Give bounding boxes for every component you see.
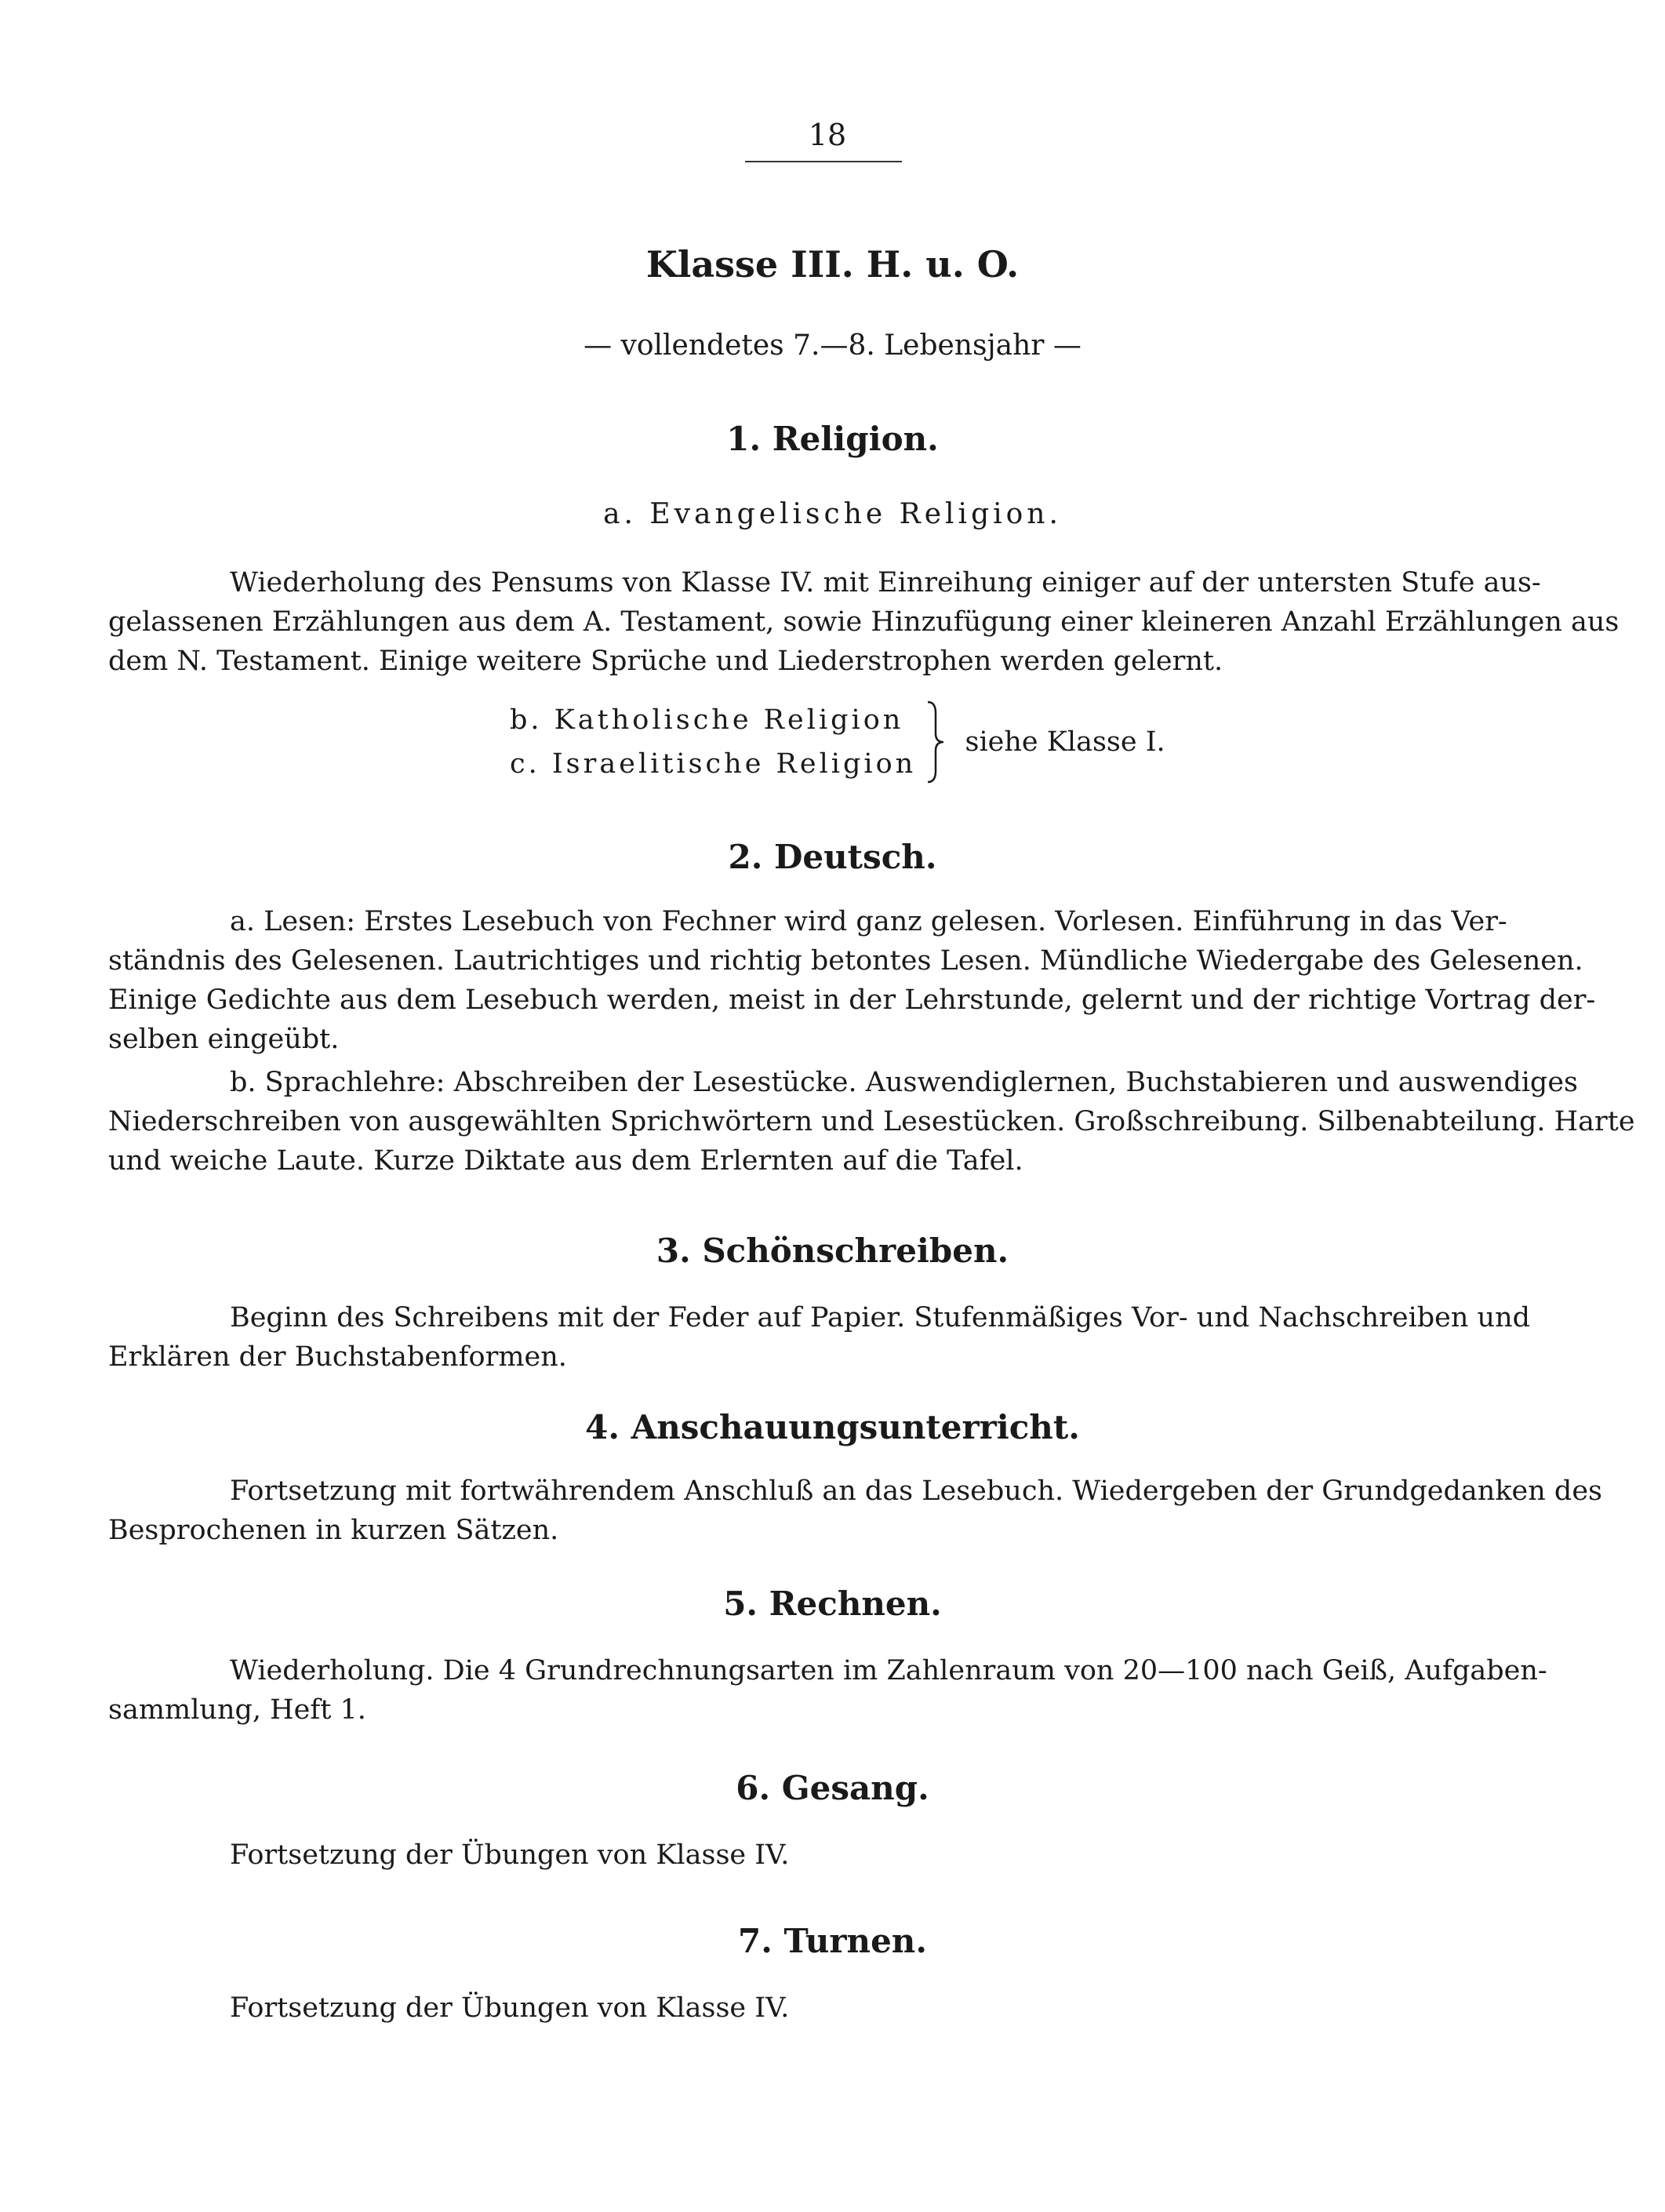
subheading-katholische-religion: b. Katholische Religion bbox=[510, 704, 904, 736]
page-number: 18 bbox=[808, 118, 847, 152]
text-line: und weiche Laute. Kurze Diktate aus dem Erlernten auf die Tafel. bbox=[108, 1145, 1023, 1177]
text-line: sammlung, Heft 1. bbox=[108, 1694, 366, 1726]
curly-brace-icon bbox=[925, 699, 948, 785]
heading-anschauungsunterricht: 4. Anschauungsunterricht. bbox=[585, 1408, 1080, 1446]
heading-schoenschreiben: 3. Schönschreiben. bbox=[656, 1232, 1009, 1270]
paragraph-turnen bbox=[108, 1988, 1536, 2028]
text-line: Besprochenen in kurzen Sätzen. bbox=[108, 1515, 559, 1546]
paragraph-gesang bbox=[108, 1835, 1536, 1875]
subheading-israelitische-religion: c. Israelitische Religion bbox=[510, 748, 917, 780]
religion-brace-group bbox=[510, 698, 1165, 786]
paragraph-rechnen bbox=[108, 1651, 1547, 1730]
text-line: Wiederholung des Pensums von Klasse IV. mit Einreihung einiger auf der untersten Stufe aus- bbox=[230, 567, 1541, 598]
subheading-evangelische-religion: a. Evangelische Religion. bbox=[603, 498, 1062, 530]
text-line: Fortsetzung der Übungen von Klasse IV. bbox=[230, 1992, 790, 2024]
class-title: Klasse III. H. u. O. bbox=[645, 243, 1020, 286]
heading-religion: 1. Religion. bbox=[726, 420, 939, 458]
heading-gesang: 6. Gesang. bbox=[736, 1769, 929, 1807]
text-line: Einige Gedichte aus dem Lesebuch werden, meist in der Lehrstunde, gelernt und der richtige Vortrag der- bbox=[108, 984, 1596, 1016]
text-line: Niederschreiben von ausgewählten Sprichwörtern und Lesestücken. Großschreibung. Silbenabteilung. Harte bbox=[108, 1106, 1635, 1137]
text-line: Fortsetzung der Übungen von Klasse IV. bbox=[230, 1839, 790, 1871]
text-line: Fortsetzung mit fortwährendem Anschluß an das Lesebuch. Wiedergeben der Grundgedanken des bbox=[230, 1475, 1602, 1507]
class-subtitle: — vollendetes 7.—8. Lebensjahr — bbox=[583, 329, 1082, 362]
paragraph-sprachlehre bbox=[108, 1063, 1635, 1181]
brace-reference: siehe Klasse I. bbox=[965, 726, 1165, 758]
text-line: selben eingeübt. bbox=[108, 1024, 340, 1055]
heading-turnen: 7. Turnen. bbox=[738, 1922, 927, 1960]
paragraph-schoenschreiben bbox=[108, 1298, 1536, 1377]
text-line: Erklären der Buchstabenformen. bbox=[108, 1341, 567, 1373]
heading-rechnen: 5. Rechnen. bbox=[723, 1584, 942, 1623]
heading-deutsch: 2. Deutsch. bbox=[728, 838, 937, 876]
paragraph-religion bbox=[108, 563, 1620, 681]
religion-brace-items bbox=[510, 698, 916, 786]
text-line: b. Sprachlehre: Abschreiben der Lesestücke. Auswendiglernen, Buchstabieren und auswendiges bbox=[230, 1067, 1579, 1098]
text-line: gelassenen Erzählungen aus dem A. Testament, sowie Hinzufügung einer kleineren Anzahl Erzählungen aus bbox=[108, 606, 1620, 638]
page-number-rule bbox=[745, 161, 902, 162]
text-line: ständnis des Gelesenen. Lautrichtiges und richtig betontes Lesen. Mündliche Wiedergabe des Gelesenen. bbox=[108, 945, 1583, 977]
text-line: dem N. Testament. Einige weitere Sprüche und Liederstrophen werden gelernt. bbox=[108, 646, 1223, 677]
paragraph-anschauungsunterricht bbox=[108, 1472, 1602, 1550]
text-line: Wiederholung. Die 4 Grundrechnungsarten im Zahlenraum von 20—100 nach Geiß, Aufgaben- bbox=[230, 1655, 1547, 1686]
paragraph-lesen bbox=[108, 902, 1596, 1059]
text-line: Beginn des Schreibens mit der Feder auf Papier. Stufenmäßiges Vor- und Nachschreiben und bbox=[230, 1302, 1531, 1333]
text-line: a. Lesen: Erstes Lesebuch von Fechner wird ganz gelesen. Vorlesen. Einführung in das Ver- bbox=[230, 906, 1507, 937]
